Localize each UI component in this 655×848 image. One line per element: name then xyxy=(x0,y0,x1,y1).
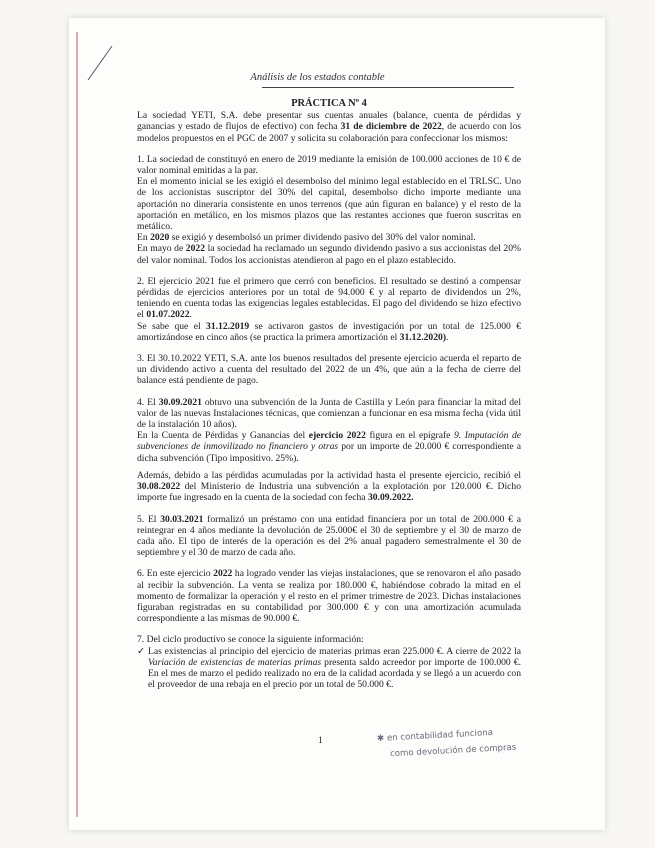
running-header: Análisis de los estados contable xyxy=(250,72,385,83)
text: Las existencias al principio del ejercicio de materias primas eran 225.000 €. A cierre de 2022 la xyxy=(148,645,521,657)
date: 30.09.2021 xyxy=(158,396,202,408)
text: del Ministerio de Industria una subvención a la explotación por 120.000 €. Dicho importe fue ingresado en la cuenta de la sociedad con fecha xyxy=(137,481,521,504)
text: figura en el epígrafe xyxy=(365,430,454,442)
text: Además, debido a las pérdidas acumuladas por la actividad hasta el presente ejercicio, recibió el xyxy=(137,469,521,481)
year: 2022 xyxy=(185,243,205,255)
text: 5. El xyxy=(137,513,161,525)
point-1-c xyxy=(137,232,521,243)
intro-text: La sociedad YETI, S.A. debe presentar sus cuentas anuales (balance, cuenta de pérdidas y ganancias y estado de flujos de efectivo) con fecha xyxy=(137,110,521,133)
point-1-a: 1. La sociedad de constituyó en enero de 2019 mediante la emisión de 100.000 acciones de 10 € de valor nominal emitidas a la par. xyxy=(137,153,521,177)
text: . xyxy=(446,331,449,343)
date: 31.12.2020) xyxy=(399,331,447,343)
text: ha logrado vender las viejas instalaciones, que se renovaron el año pasado al recibir la subvención. La venta se realiza por 180.000 €, habiéndose cobrado la mitad en el momento de formalizar la operación y el resto en el primer trimestre de 2023. Dichas instalaciones figuraban registradas en su contabilidad por 300.000 € y con una amortización acumulada correspondiente a las mismas de 90.000 €. xyxy=(137,568,521,625)
text: se activaron gastos de investigación por un total de 125.000 € amortizándose en cinco años (se practica la primera amortización el xyxy=(137,320,521,343)
page-title: PRÁCTICA Nº 4 xyxy=(291,98,367,109)
handwritten-note-line-2: como devolución de compras xyxy=(389,742,517,760)
point-1-b: En el momento inicial se les exigió el desembolso del mínimo legal establecido en el TRLSC. Uno de los accionistas suscriptor del 30% del capital, desembolso dicho importe mediante una aportación no dineraria consistente en unos terrenos (que aún figuran en balance) y el resto de la aportación en metálico, en los mismos plazos que las restantes acciones que fueron suscritas en metálico. xyxy=(137,176,521,233)
point-3: 3. El 30.10.2022 YETI, S.A. ante los buenos resultados del presente ejercicio acuerda el reparto de un dividendo activo a cuenta del resultado del 2022 de un 4%, que aún a la fecha de cierre del balance está pendiente de pago. xyxy=(137,353,521,387)
point-7-bullet xyxy=(137,646,521,691)
point-7-heading: 7. Del ciclo productivo se conoce la siguiente información: xyxy=(137,634,364,646)
point-2-a xyxy=(137,276,521,321)
handwritten-note-line-1: ✱ en contabilidad funciona xyxy=(376,727,494,745)
header-rule xyxy=(262,87,514,88)
intro-paragraph xyxy=(137,110,521,144)
pen-stroke-mark xyxy=(86,44,114,82)
point-6 xyxy=(137,568,521,624)
date: 31.12.2019 xyxy=(206,320,250,332)
epigraph-name: 9. Imputación de subvenciones de inmovilizado no financiero y otras xyxy=(137,430,522,453)
text: En la Cuenta de Pérdidas y Ganancias del xyxy=(137,430,309,442)
text: Se sabe que el xyxy=(137,320,207,332)
intro-text-end: , de acuerdo con los modelos propuestos en el PGC de 2007 y solicita su colaboración para confeccionar los mismos: xyxy=(137,121,521,144)
text: 2. El ejercicio 2021 fue el primero que cerró con beneficios. El resultado se destinó a compensar pérdidas de ejercicios anteriores por un total de 94.000 € y al reparto de dividendos un 2%, teniendo en cuenta todas las exigencias legales establecidas. El pago del dividendo se hizo efectivo el xyxy=(137,275,521,321)
text: presenta saldo acreedor por importe de 100.000 €. En el mes de marzo el pedido realizado no era de la calidad acordada y se llegó a un acuerdo con el proveedor de una rebaja en el precio por un total de 50.000 €. xyxy=(148,656,521,691)
text: En xyxy=(137,232,151,244)
page-number: 1 xyxy=(318,735,323,746)
date: 30.08.2022 xyxy=(137,481,181,493)
fiscal-year: ejercicio 2022 xyxy=(308,430,366,442)
text: se exigió y desembolsó un primer dividendo pasivo del 30% del valor nominal. xyxy=(169,232,476,244)
text: En mayo de xyxy=(137,243,186,255)
account-name: Variación de existencias de materias primas xyxy=(148,656,322,668)
intro-date: 31 de diciembre de 2022 xyxy=(340,121,442,133)
point-5 xyxy=(137,514,521,559)
text: 4. El xyxy=(137,396,159,408)
year: 2020 xyxy=(150,232,170,244)
text: por un importe de 20.000 € correspondiente a dicha subvención (Tipo impositivo. 25%). xyxy=(137,441,521,464)
point-4-b xyxy=(137,430,521,464)
document-body xyxy=(137,98,521,690)
date: 01.07.2022 xyxy=(146,309,190,321)
text: . xyxy=(189,309,192,321)
margin-line xyxy=(76,32,78,817)
date: 30.03.2021 xyxy=(160,513,204,525)
date: 30.09.2022. xyxy=(367,492,414,504)
text: 6. En este ejercicio xyxy=(137,568,214,580)
point-1-d xyxy=(137,243,521,265)
year: 2022 xyxy=(213,568,233,580)
point-2-b xyxy=(137,321,521,343)
text: obtuvo una subvención de la Junta de Castilla y León para financiar la mitad del valor de las nuevas Instalaciones técnicas, que comienzan a funcionar en esa misma fecha (vida útil de la instalación 10 años). xyxy=(137,396,521,431)
checkmark-icon: ✓ xyxy=(137,645,146,657)
point-4-c xyxy=(137,470,521,504)
text: la sociedad ha reclamado un segundo dividendo pasivo a sus accionistas del 20% del valor nominal. Todos los accionistas atendieron al pago en el plazo establecido. xyxy=(137,243,521,266)
point-4-a xyxy=(137,397,521,431)
text: formalizó un préstamo con una entidad financiera por un total de 200.000 € a reintegrar en 4 años mediante la devolución de 25.000€ el 30 de septiembre y el 30 de marzo de cada año. El tipo de interés de la operación es del 2% anual pagadero semestralmente el 30 de septiembre y el 30 de marzo de cada año. xyxy=(137,513,521,559)
